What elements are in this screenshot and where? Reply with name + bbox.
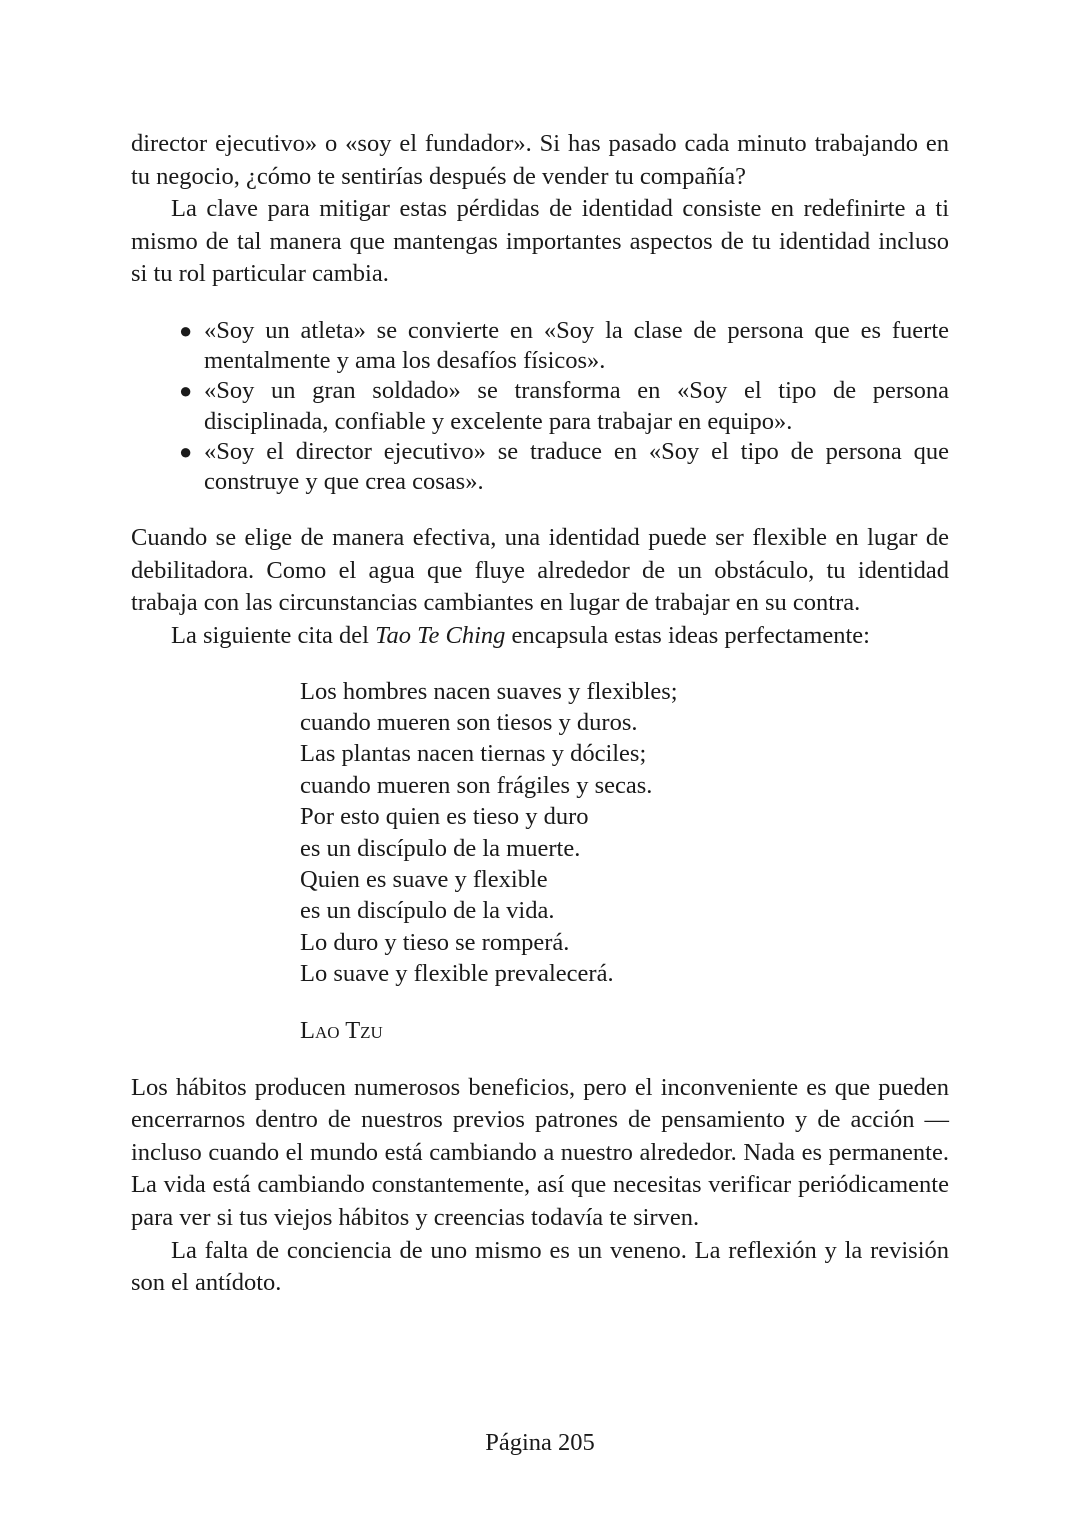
quote-line: Los hombres nacen suaves y flexibles; <box>300 677 678 705</box>
bullet-icon: ● <box>179 317 193 343</box>
paragraph: director ejecutivo» o «soy el fundador». Si has pasado cada minuto trabajando en tu negocio, ¿cómo te sentirías después de vender tu compañía? <box>131 130 949 190</box>
quote-line: Lo suave y flexible prevalecerá. <box>300 960 614 988</box>
paragraph-text: La siguiente cita del <box>171 621 376 649</box>
list-item <box>179 437 949 497</box>
paragraph: La falta de conciencia de uno mismo es un veneno. La reflexión y la revisión son el antídoto. <box>131 1236 949 1297</box>
quote-line: cuando mueren son tiesos y duros. <box>300 708 638 736</box>
list-item-text: «Soy un gran soldado» se transforma en «Soy el tipo de persona disciplinada, confiable y excelente para trabajar en equipo». <box>204 377 949 435</box>
paragraph-text: encapsula estas ideas perfectamente: <box>505 621 870 649</box>
bullet-icon: ● <box>179 378 193 404</box>
page-number: Página 205 <box>485 1429 595 1456</box>
list-item <box>179 376 949 436</box>
quote-line: cuando mueren son frágiles y secas. <box>300 771 653 799</box>
quote-author: Lao Tzu <box>300 1016 383 1044</box>
paragraph <box>131 620 949 653</box>
quote-line: es un discípulo de la muerte. <box>300 834 581 862</box>
list-item-text: «Soy el director ejecutivo» se traduce en «Soy el tipo de persona que construye y que crea cosas». <box>204 437 949 495</box>
book-title: Tao Te Ching <box>375 621 506 649</box>
quote-line: Las plantas nacen tiernas y dóciles; <box>300 740 647 768</box>
quote-line: es un discípulo de la vida. <box>300 897 555 925</box>
paragraph: La clave para mitigar estas pérdidas de identidad consiste en redefinirte a ti mismo de tal manera que mantengas importantes aspectos de tu identidad incluso si tu rol particular cambia. <box>131 195 949 288</box>
quote-line: Lo duro y tieso se romperá. <box>300 928 570 956</box>
quote-line: Quien es suave y flexible <box>300 866 548 893</box>
paragraph: Los hábitos producen numerosos beneficios, pero el inconveniente es que pueden encerrarnos dentro de nuestros previos patrones de pensamiento y de acción —incluso cuando el mundo está cambiando a nuestro alrededor. Nada es permanente. La vida está cambiando constantemente, así que necesitas verificar periódicamente para ver si tus viejos hábitos y creencias todavía te sirven. <box>131 1073 949 1231</box>
page-body <box>131 128 949 1300</box>
list-item-text: «Soy un atleta» se convierte en «Soy la clase de persona que es fuerte mentalmente y ama los desafíos físicos». <box>204 316 949 375</box>
bullet-list <box>131 316 949 497</box>
paragraph: Cuando se elige de manera efectiva, una identidad puede ser flexible en lugar de debilitadora. Como el agua que fluye alrededor de un obstáculo, tu identidad trabaja con las circunstancias cambiantes en lugar de trabajar en su contra. <box>131 524 949 617</box>
quote-line: Por esto quien es tieso y duro <box>300 803 589 831</box>
block-quote <box>300 676 949 990</box>
list-item <box>179 316 949 376</box>
bullet-icon: ● <box>179 438 193 464</box>
